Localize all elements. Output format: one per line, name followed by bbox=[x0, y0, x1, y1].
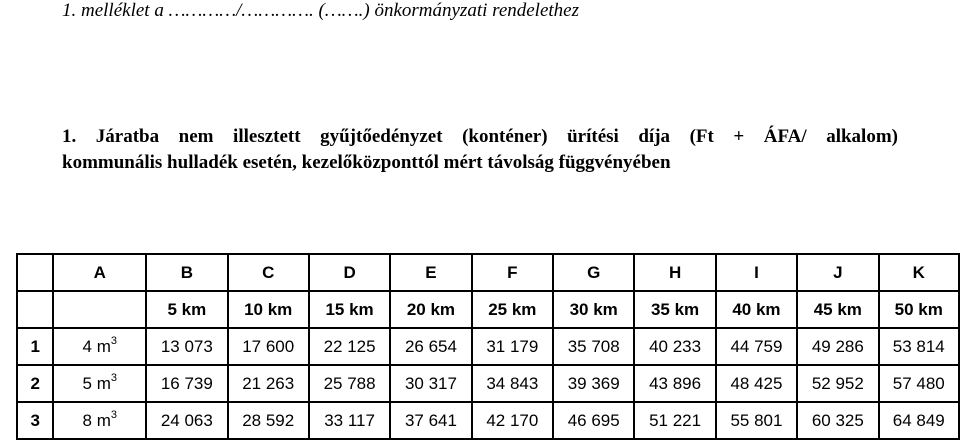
fee-cell: 43 896 bbox=[634, 365, 715, 402]
fee-cell: 39 369 bbox=[553, 365, 634, 402]
fee-cell: 31 179 bbox=[472, 328, 553, 365]
distance-header: 30 km bbox=[553, 291, 634, 328]
distance-header-row bbox=[17, 291, 959, 328]
distance-header: 20 km bbox=[390, 291, 471, 328]
corner-cell bbox=[17, 254, 53, 291]
column-letter: F bbox=[472, 254, 553, 291]
row-number: 2 bbox=[17, 365, 53, 402]
container-volume: 8 $m^3$ bbox=[53, 402, 146, 439]
fee-cell: 48 425 bbox=[716, 365, 797, 402]
fee-cell: 13 073 bbox=[146, 328, 227, 365]
empty-cell bbox=[17, 291, 53, 328]
empty-cell bbox=[53, 291, 146, 328]
annex-header: 1. melléklet a …………/…………. (…….) önkormányzati rendelethez bbox=[62, 0, 579, 21]
column-letter: H bbox=[634, 254, 715, 291]
distance-header: 35 km bbox=[634, 291, 715, 328]
distance-header: 50 km bbox=[879, 291, 959, 328]
column-letter: G bbox=[553, 254, 634, 291]
column-letter: C bbox=[228, 254, 309, 291]
fee-cell: 17 600 bbox=[228, 328, 309, 365]
fee-cell: 16 739 bbox=[146, 365, 227, 402]
fee-cell: 25 788 bbox=[309, 365, 390, 402]
distance-header: 5 km bbox=[146, 291, 227, 328]
column-letter: E bbox=[390, 254, 471, 291]
column-letter: A bbox=[53, 254, 146, 291]
row-number: 3 bbox=[17, 402, 53, 439]
fee-cell: 37 641 bbox=[390, 402, 471, 439]
column-letter: I bbox=[716, 254, 797, 291]
distance-header: 40 km bbox=[716, 291, 797, 328]
column-letter: D bbox=[309, 254, 390, 291]
fee-cell: 52 952 bbox=[797, 365, 878, 402]
fee-cell: 40 233 bbox=[634, 328, 715, 365]
fee-cell: 51 221 bbox=[634, 402, 715, 439]
section-heading bbox=[62, 124, 898, 176]
column-letter-row bbox=[17, 254, 959, 291]
distance-header: 10 km bbox=[228, 291, 309, 328]
container-volume: 4 $m^3$ bbox=[53, 328, 146, 365]
fee-cell: 24 063 bbox=[146, 402, 227, 439]
table-row bbox=[17, 365, 959, 402]
fee-cell: 33 117 bbox=[309, 402, 390, 439]
table-row bbox=[17, 328, 959, 365]
container-volume: 5 $m^3$ bbox=[53, 365, 146, 402]
fee-cell: 35 708 bbox=[553, 328, 634, 365]
fee-cell: 53 814 bbox=[879, 328, 959, 365]
column-letter: K bbox=[879, 254, 959, 291]
fee-cell: 42 170 bbox=[472, 402, 553, 439]
section-heading-line-1: 1. Járatba nem illesztett gyűjtőedényzet (konténer) ürítési díja (Ft + ÁFA/ alkalom) bbox=[62, 126, 898, 147]
distance-header: 15 km bbox=[309, 291, 390, 328]
fee-cell: 44 759 bbox=[716, 328, 797, 365]
fee-cell: 60 325 bbox=[797, 402, 878, 439]
fee-cell: 22 125 bbox=[309, 328, 390, 365]
table-row bbox=[17, 402, 959, 439]
distance-header: 45 km bbox=[797, 291, 878, 328]
fee-table bbox=[16, 253, 960, 440]
fee-cell: 64 849 bbox=[879, 402, 959, 439]
fee-cell: 46 695 bbox=[553, 402, 634, 439]
distance-header: 25 km bbox=[472, 291, 553, 328]
fee-cell: 57 480 bbox=[879, 365, 959, 402]
section-heading-line-2: kommunális hulladék esetén, kezelőközponttól mért távolság függvényében bbox=[62, 152, 671, 173]
row-number: 1 bbox=[17, 328, 53, 365]
column-letter: B bbox=[146, 254, 227, 291]
fee-cell: 28 592 bbox=[228, 402, 309, 439]
fee-cell: 21 263 bbox=[228, 365, 309, 402]
column-letter: J bbox=[797, 254, 878, 291]
fee-cell: 55 801 bbox=[716, 402, 797, 439]
fee-cell: 30 317 bbox=[390, 365, 471, 402]
fee-cell: 49 286 bbox=[797, 328, 878, 365]
fee-cell: 26 654 bbox=[390, 328, 471, 365]
fee-cell: 34 843 bbox=[472, 365, 553, 402]
